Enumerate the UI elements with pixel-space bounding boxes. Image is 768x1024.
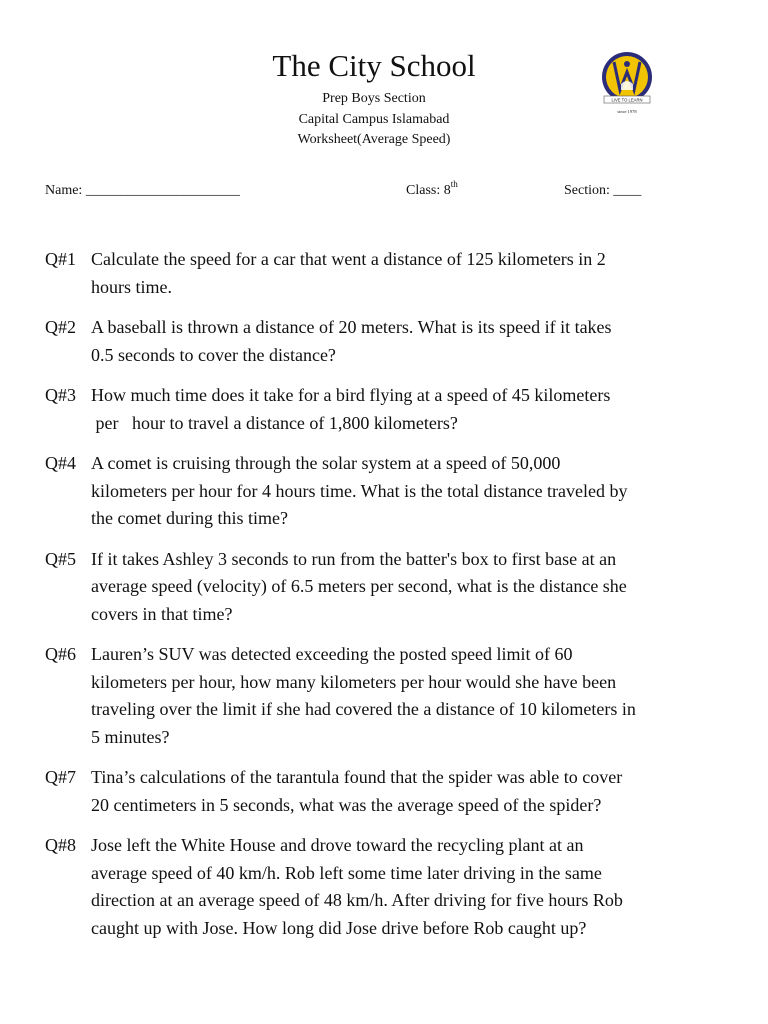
question-line: 20 centimeters in 5 seconds, what was the average speed of the spider? <box>91 794 602 815</box>
question-number: Q#3 <box>45 385 76 405</box>
question-line: 5 minutes? <box>91 726 170 747</box>
question-text <box>91 764 710 819</box>
question-list <box>45 246 710 955</box>
question-text <box>91 450 710 533</box>
question-item <box>45 641 710 751</box>
question-line: A baseball is thrown a distance of 20 meters. What is its speed if it takes <box>91 317 612 337</box>
question-number: Q#6 <box>45 644 76 664</box>
question-number: Q#1 <box>45 249 76 269</box>
question-line: kilometers per hour, how many kilometers per hour would she have been <box>91 671 617 692</box>
campus-subtitle: Capital Campus Islamabad <box>298 112 450 127</box>
question-line: How much time does it take for a bird flying at a speed of 45 kilometers <box>91 385 611 405</box>
question-line: average speed of 40 km/h. Rob left some time later driving in the same <box>91 862 602 883</box>
class-label: Class: 8 <box>406 183 451 198</box>
section-subtitle: Prep Boys Section <box>322 91 426 106</box>
question-line: hours time. <box>91 276 172 297</box>
question-line: Lauren’s SUV was detected exceeding the posted speed limit of 60 <box>91 644 573 664</box>
question-text <box>91 382 710 437</box>
question-line: A comet is cruising through the solar system at a speed of 50,000 <box>91 453 561 473</box>
question-line: the comet during this time? <box>91 508 288 528</box>
class-superscript: th <box>450 179 458 190</box>
question-item <box>45 832 710 942</box>
question-line: traveling over the limit if she had covered the a distance of 10 kilometers in <box>91 699 636 719</box>
question-item <box>45 314 710 369</box>
question-text <box>91 546 710 629</box>
question-line: average speed (velocity) of 6.5 meters per second, what is the distance she <box>91 576 627 596</box>
logo-since-text: since 1978 <box>617 109 637 114</box>
section-field: Section: ____ <box>564 183 642 198</box>
question-text <box>91 641 710 751</box>
question-line: Jose left the White House and drove toward the recycling plant at an <box>91 835 584 855</box>
logo-motto-text: LIVE TO LEARN <box>611 97 643 103</box>
worksheet-subtitle: Worksheet(Average Speed) <box>297 132 451 147</box>
question-item <box>45 764 710 819</box>
question-number: Q#7 <box>45 767 76 787</box>
question-text <box>91 832 710 942</box>
question-item <box>45 546 710 629</box>
question-number: Q#5 <box>45 548 76 569</box>
question-line: Calculate the speed for a car that went a distance of 125 kilometers in 2 <box>91 249 606 269</box>
question-line: kilometers per hour for 4 hours time. What is the total distance traveled by <box>91 480 628 501</box>
question-text <box>91 314 710 369</box>
question-line: If it takes Ashley 3 seconds to run from the batter's box to first base at an <box>91 548 617 569</box>
question-item <box>45 246 710 301</box>
question-text <box>91 246 710 301</box>
question-line: 0.5 seconds to cover the distance? <box>91 344 336 365</box>
question-line: direction at an average speed of 48 km/h. After driving for five hours Rob <box>91 890 623 910</box>
question-item <box>45 382 710 437</box>
question-number: Q#2 <box>45 317 76 337</box>
question-line: caught up with Jose. How long did Jose drive before Rob caught up? <box>91 917 587 938</box>
school-logo-icon <box>598 50 656 116</box>
school-title: The City School <box>272 48 476 83</box>
class-field <box>406 179 458 200</box>
question-number: Q#8 <box>45 835 76 855</box>
question-number: Q#4 <box>45 453 76 473</box>
question-line: Tina’s calculations of the tarantula found that the spider was able to cover <box>91 767 623 787</box>
question-line: covers in that time? <box>91 603 233 624</box>
question-item <box>45 450 710 533</box>
question-line: per hour to travel a distance of 1,800 kilometers? <box>91 412 458 433</box>
name-field: Name: ______________________ <box>45 183 240 198</box>
